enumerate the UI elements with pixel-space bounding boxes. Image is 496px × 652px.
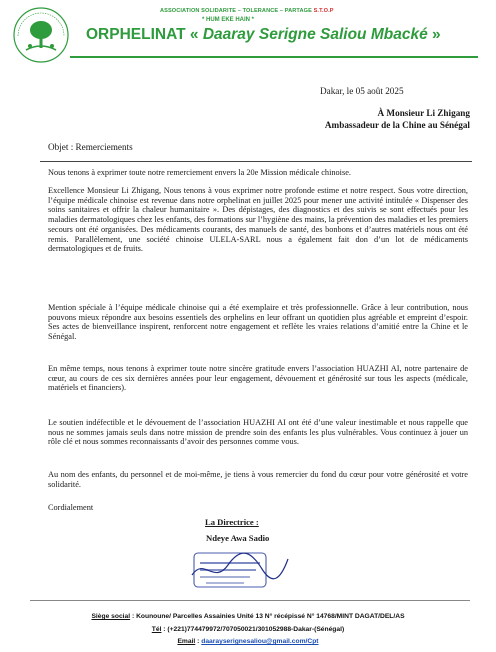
- subject-divider: [40, 161, 472, 162]
- footer-email-label: Email: [177, 638, 196, 645]
- paragraph-mention: Mention spéciale à l’équipe médicale chinoise qui a été exemplaire et très professionnelle. Grâce à leur contribution, nous pouvons mieux répondre aux besoins essentiels des orphelins en leur offrant un quotidien plus agréable et empreint d’espoir. Ses actes de bienveillance inspirent, renforcent notre engagement et reflète les vraies relations d’amitié entre la Chine et le Sénégal.: [48, 303, 468, 342]
- paragraph-thanks: Au nom des enfants, du personnel et de moi-même, je tiens à vous remercier du fond du cœur pour votre générosité et votre solidarité.: [48, 470, 468, 489]
- footer-address-label: Siège social: [91, 613, 131, 620]
- paragraph-gratitude: En même temps, nous tenons à exprimer toute notre sincère gratitude envers l’association HUAZHI AI, notre partenaire de cœur, au cours de ces six dernières années pour leur engagement, dévouement et générosité sur tous les aspects (médicale, matériels et financiers).: [48, 364, 468, 393]
- footer-address: [0, 613, 496, 620]
- footer-email-link[interactable]: daarayserignesaliou@gmail.com/Cpt: [201, 638, 319, 645]
- paragraph-mission: Excellence Monsieur Li Zhigang, Nous tenons à vous exprimer notre profonde estime et notre respect. Sous votre direction, l’équipe médicale chinoise est revenue dans notre orphelinat en juillet 2025 pour mener une activité intitulée « Dispenser des soins sanitaires et offrir la chaleur humanitaire ». Des dépistages, des diagnostics et des suivis se sont effectués pour les maladies dermatologiques chez les enfants, des formations sur l’hygiène des mains, la prévention des maladies et les premiers secours ont été organisées. Des médicaments courants, des manuels de santé, des bonbons et d’autres matériels nous ont été remis. Parallèlement, une société chinoise ULELA-SARL nous a également fait don d’un lot de médicaments dermatologiques et de fruits.: [48, 186, 468, 254]
- signatory-name: Ndeye Awa Sadio: [206, 533, 270, 543]
- footer-address-value: : Kounoune/ Parcelles Assainies Unité 13 N° récépissé N° 14768/MINT DAGAT/DEL/AS: [130, 613, 405, 620]
- org-name-prefix: ORPHELINAT «: [86, 26, 203, 43]
- signatory-title: La Directrice :: [205, 517, 259, 527]
- footer-phone: [0, 626, 496, 633]
- paragraph-intro: Nous tenons à exprimer toute notre remerciement envers la 20e Mission médicale chinoise.: [48, 168, 351, 177]
- association-name: ASSOCIATION SOLIDARITE – TOLERANCE – PARTAGE: [160, 8, 314, 14]
- header-divider: [70, 56, 478, 58]
- paragraph-support: Le soutien indéfectible et le dévouement de l’association HUAZHI AI ont été d’une valeur inestimable et nous rappelle que nous ne sommes jamais seuls dans notre mission de prendre soin des enfants les plus vulnérables. Vous continuez à jouer un rôle clé et nous sommes reconnaissants d’avoir des personnes comme vous.: [48, 418, 468, 447]
- org-name-quoted: Daaray Serigne Saliou Mbacké: [202, 26, 428, 43]
- footer-phone-label: Tél: [151, 626, 162, 633]
- footer-email-sep: :: [195, 638, 202, 645]
- footer-phone-value: : (+221)774479972/707050021/301052988-Dakar-(Sénégal): [161, 626, 345, 633]
- official-stamp-signature: [184, 545, 294, 595]
- footer-divider: [30, 600, 470, 601]
- orphanage-logo: [6, 4, 76, 64]
- association-acronym: S.T.O.P: [313, 8, 334, 14]
- footer-email: [0, 638, 496, 645]
- orphanage-name: [86, 26, 441, 44]
- letter-subject: Objet : Remerciements: [48, 142, 133, 152]
- org-name-suffix: »: [427, 26, 441, 43]
- association-motto: * HUM EKE HAIN *: [202, 17, 255, 23]
- closing-salutation: Cordialement: [48, 503, 94, 512]
- association-line: [160, 8, 400, 14]
- recipient-name: À Monsieur Li Zhigang: [377, 108, 470, 118]
- recipient-title: Ambassadeur de la Chine au Sénégal: [324, 120, 470, 130]
- letter-date: Dakar, le 05 août 2025: [320, 86, 404, 96]
